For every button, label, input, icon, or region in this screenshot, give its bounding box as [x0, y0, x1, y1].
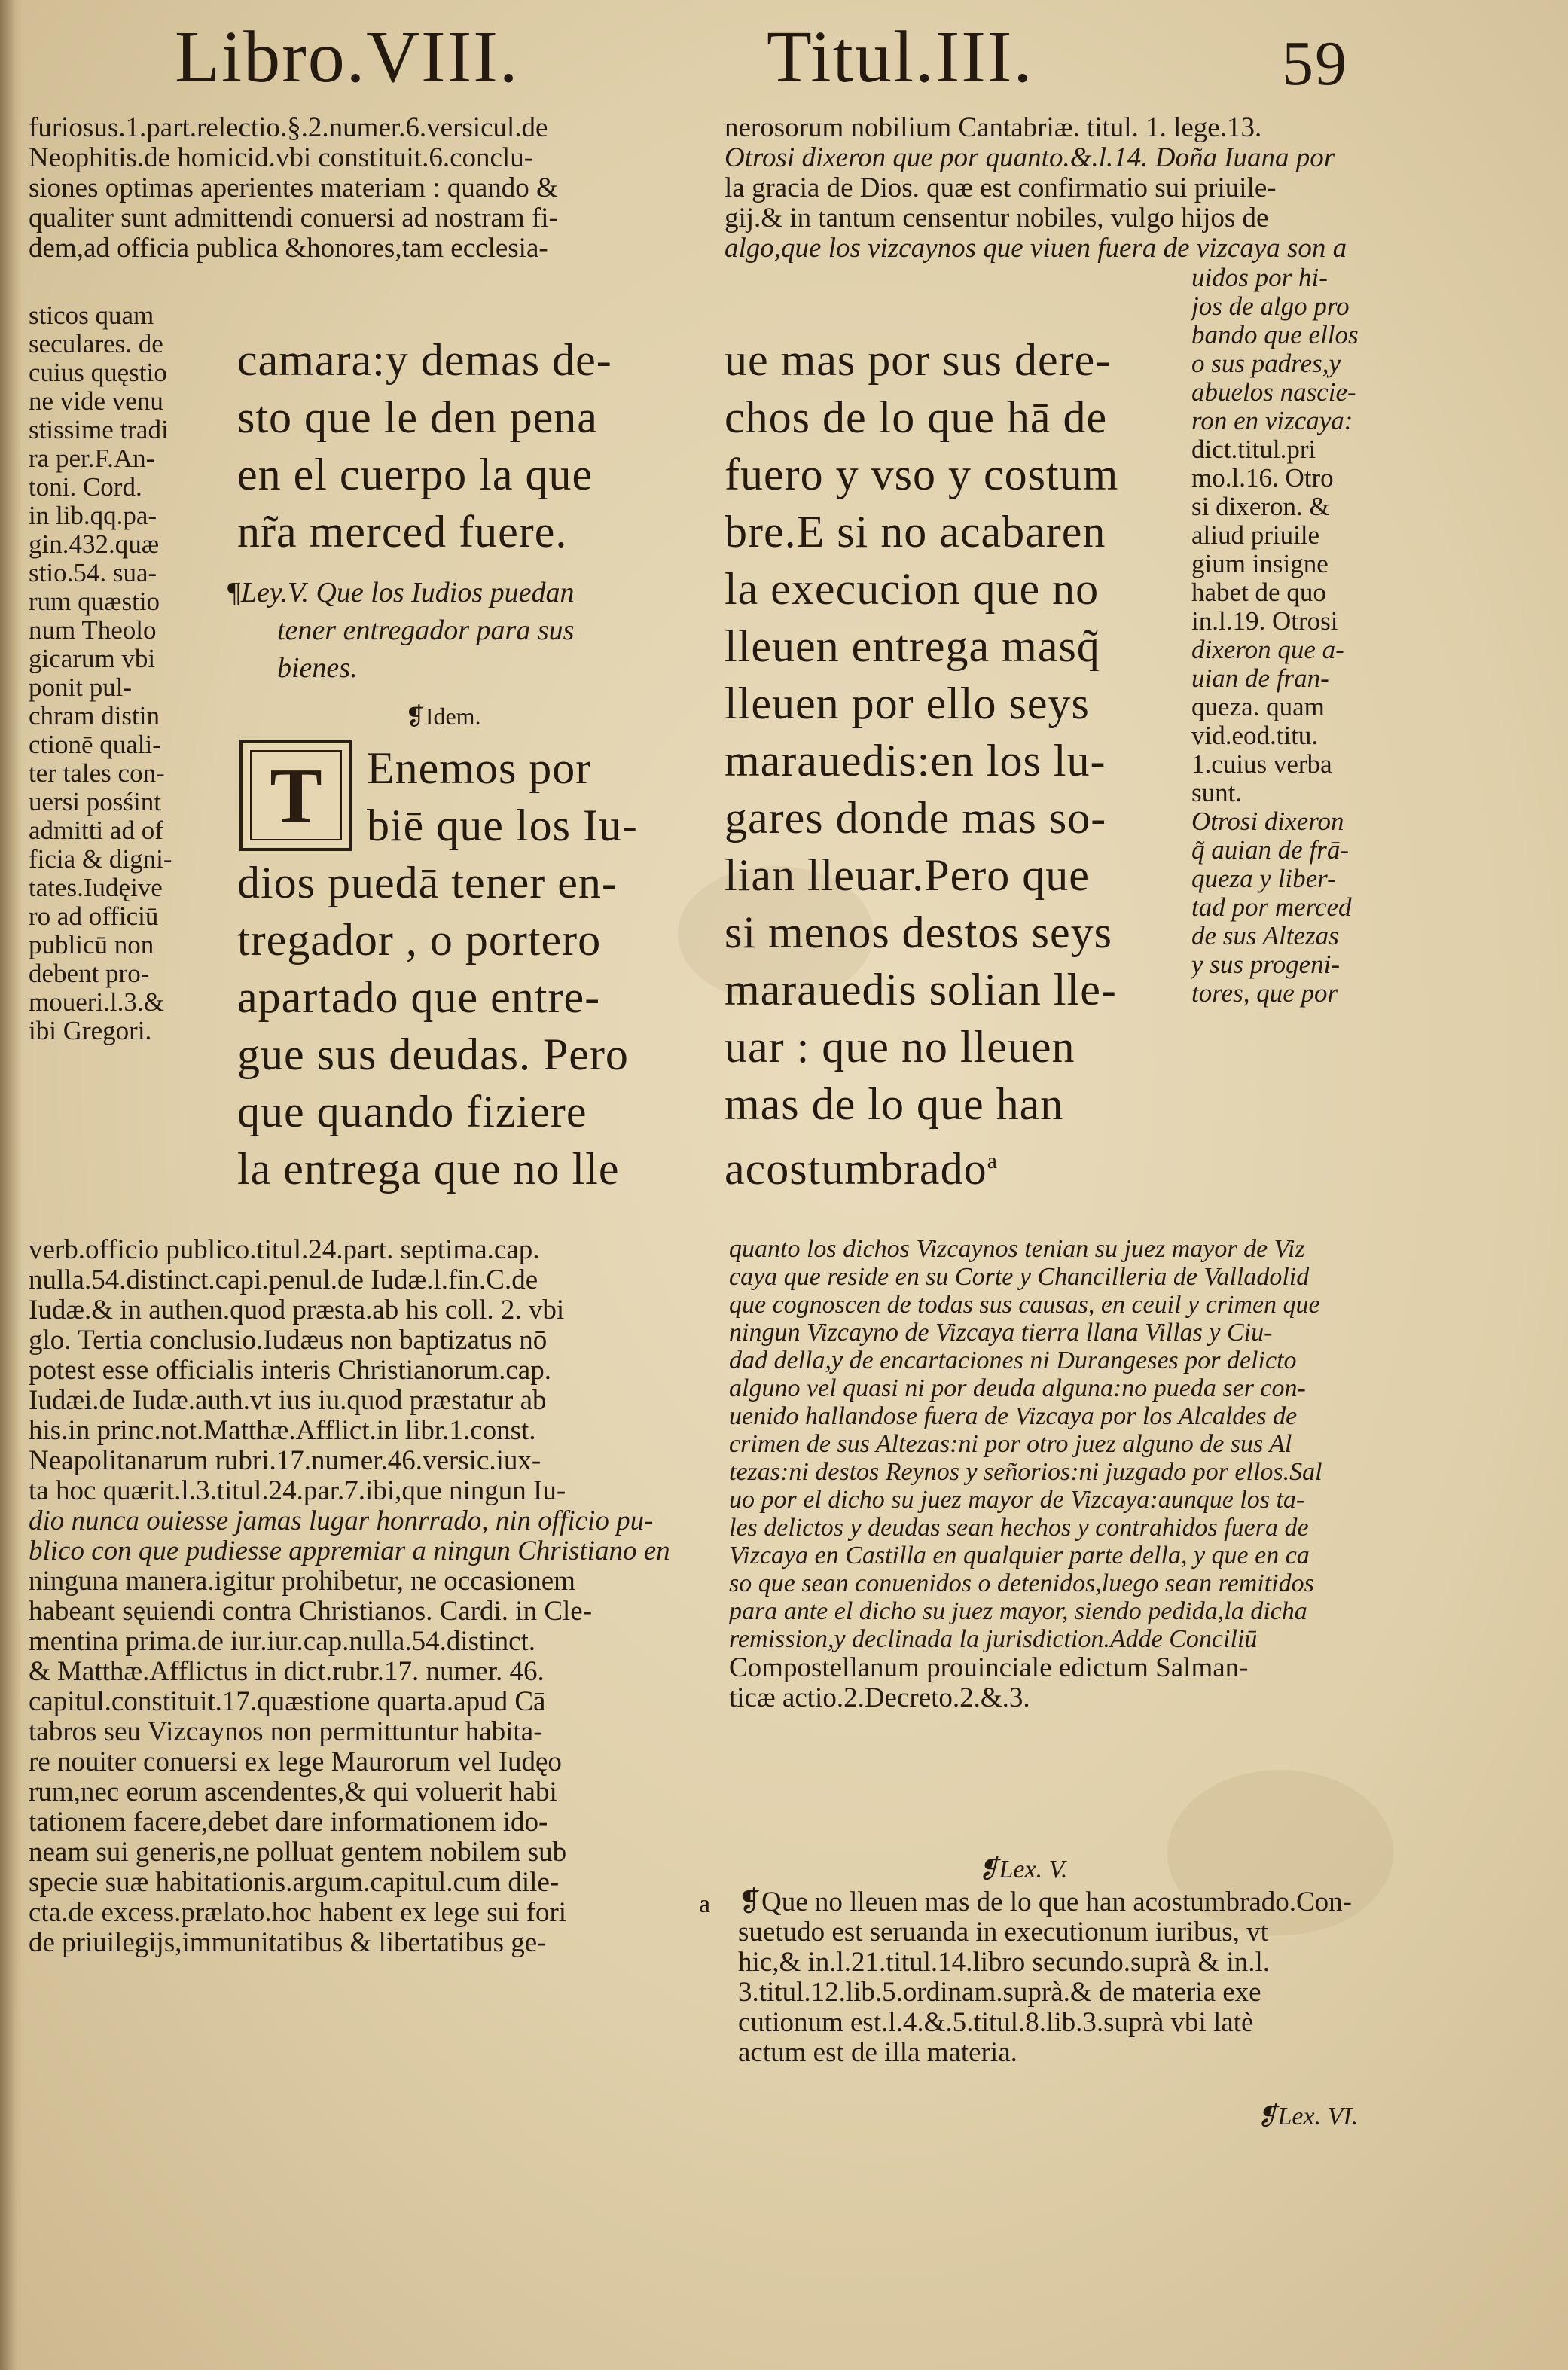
gloss-line: cuius quęstio [29, 358, 167, 387]
law-heading-line: tener entregador para sus [277, 615, 575, 646]
law-line: dios puedā tener en- [237, 858, 618, 907]
gloss-line: & Matthæ.Afflictus in dict.rubr.17. numer. 46. [29, 1657, 545, 1687]
gloss-line: mo.l.16. Otro [1191, 464, 1334, 493]
running-head-book: Libro.VIII. [175, 17, 520, 98]
law-line: tregador , o portero [237, 915, 602, 965]
gloss-line: tationem facere,debet dare informationem ido- [29, 1807, 548, 1838]
gloss-line: potest esse officialis interis Christianorum.cap. [29, 1356, 551, 1386]
gloss-line: capitul.constituit.17.quæstione quarta.apud Cā [29, 1687, 546, 1717]
gloss-line: para ante el dicho su juez mayor, siendo pedida,la dicha [729, 1597, 1307, 1625]
law-line [725, 1133, 1154, 1197]
gloss-line: ponit pul- [29, 673, 133, 702]
gloss-line: rum,nec eorum ascendentes,& qui voluerit habi [29, 1777, 557, 1807]
gloss-line: quanto los dichos Vizcaynos tenian su juez mayor de Viz [729, 1235, 1305, 1263]
gloss-line: q̃ auian de frā- [1191, 836, 1350, 865]
gloss-line: algo,que los vizcaynos que viuen fuera de vizcaya son a [725, 233, 1347, 264]
gloss-line: Neophitis.de homicid.vbi constituit.6.conclu- [29, 143, 534, 173]
gloss-line: uersi posśint [29, 788, 161, 816]
law-line: uar : que no lleuen [725, 1022, 1075, 1072]
law-line: lian lleuar.Pero que [725, 850, 1090, 900]
annotation-a [738, 1887, 1401, 2068]
gloss-line: num Theolo [29, 616, 157, 645]
gloss-line: specie suæ habitationis.argum.capitul.cum dile- [29, 1868, 560, 1898]
law-line: en el cuerpo la que [237, 450, 593, 499]
gloss-line: ibi Gregori. [29, 1017, 152, 1045]
gloss-line: sunt. [1191, 779, 1243, 807]
gloss-line: habet de quo [1191, 578, 1326, 607]
gloss-line: gium insigne [1191, 550, 1329, 578]
gloss-line: uo por el dicho su juez mayor de Vizcaya:aunque los ta- [729, 1486, 1305, 1514]
idem-label: ❡Idem. [405, 703, 481, 730]
gloss-line: remission,y declinada la jurisdiction.Adde Conciliū [729, 1625, 1258, 1653]
gloss-line: 1.cuius verba [1191, 750, 1332, 779]
annotation-line: cutionum est.l.4.&.5.titul.8.lib.3.suprà vbi latè [738, 2008, 1254, 2038]
law-heading-line: ¶Ley.V. Que los Iudios puedan [226, 577, 575, 609]
gloss-line: queza. quam [1191, 693, 1325, 721]
gloss-line: verb.officio publico.titul.24.part. septima.cap. [29, 1235, 540, 1265]
gloss-line: Vizcaya en Castilla en qualquier parte della, y que en ca [729, 1542, 1310, 1569]
gloss-line: Neapolitanarum rubri.17.numer.46.versic.iux- [29, 1446, 541, 1476]
gloss-line: publicū non [29, 931, 154, 959]
gloss-line: tad por merced [1191, 893, 1352, 922]
gloss-line: in lib.qq.pa- [29, 502, 157, 530]
gloss-line: uian de fran- [1191, 664, 1329, 693]
gloss-line: toni. Cord. [29, 473, 142, 502]
gloss-line: bando que ellos [1191, 321, 1359, 349]
gloss-line: alguno vel quasi ni por deuda alguna:no pueda ser con- [729, 1374, 1306, 1402]
gloss-line: ne vide venu [29, 387, 163, 416]
gloss-line: o sus padres,y [1191, 349, 1341, 378]
right-gloss-narrow [1191, 264, 1395, 1008]
lex-v-label: ❡Lex. V. [978, 1856, 1068, 1883]
gloss-line: tabros seu Vizcaynos non permittuntur habita- [29, 1717, 543, 1747]
law-line: que quando fiziere [237, 1087, 587, 1136]
law-line-text: acostumbrado [725, 1144, 987, 1194]
annotation-line: hic,& in.l.21.titul.14.libro secundo.suprà & in.l. [738, 1948, 1271, 1978]
gloss-line: seculares. de [29, 330, 163, 358]
gloss-line: stissime tradi [29, 416, 169, 444]
annotation-line: actum est de illa materia. [738, 2038, 1017, 2068]
law-line: la entrega que no lle [237, 1144, 620, 1194]
gloss-line: qualiter sunt admittendi conuersi ad nostram fi- [29, 203, 558, 233]
law-line: lleuen entrega masq̃ [725, 621, 1100, 671]
law-heading [226, 574, 678, 687]
gloss-line: abuelos nascie- [1191, 378, 1356, 407]
gloss-line: ro ad officiū [29, 902, 159, 931]
gloss-line: tates.Iudęive [29, 874, 163, 902]
gloss-line: caya que reside en su Corte y Chancilleria de Valladolid [729, 1263, 1310, 1291]
gloss-line: gin.432.quæ [29, 530, 160, 559]
gloss-line: sticos quam [29, 301, 154, 330]
annotation-line: suetudo est seruanda in executionum iuribus, vt [738, 1917, 1268, 1948]
gloss-line: de priuilegijs,immunitatibus & libertatibus ge- [29, 1928, 547, 1958]
law-line: ue mas por sus dere- [725, 335, 1112, 385]
law-line: marauedis:en los lu- [725, 736, 1106, 785]
gloss-line: Otrosi dixeron que por quanto.&.l.14. Doña Iuana por [725, 143, 1335, 173]
gloss-line: admitti ad of [29, 816, 163, 845]
drop-cap-letter: T [250, 750, 342, 840]
gloss-line: gij.& in tantum censentur nobiles, vulgo hijos de [725, 203, 1269, 233]
gloss-line: in.l.19. Otrosi [1191, 607, 1338, 636]
gloss-line: les delictos y deudas sean hechos y contrahidos fuera de [729, 1514, 1309, 1542]
gloss-line: de sus Altezas [1191, 922, 1339, 950]
annotation-line: ❡Que no lleuen mas de lo que han acostumbrado.Con- [738, 1887, 1352, 1917]
gloss-line: ctionē quali- [29, 731, 161, 759]
page-binding-edge [0, 0, 23, 2370]
gloss-line: nerosorum nobilium Cantabriæ. titul. 1. lege.13. [725, 113, 1262, 143]
gloss-line: so que sean conuenidos o detenidos,luego sean remitidos [729, 1569, 1314, 1597]
gloss-line: blico con que pudiesse appremiar a ningun Christiano en [29, 1536, 670, 1566]
gloss-line: mentina prima.de iur.iur.cap.nulla.54.distinct. [29, 1627, 536, 1657]
gloss-line: Iudæi.de Iudæ.auth.vt ius iu.quod præstatur ab [29, 1386, 547, 1416]
right-gloss-bottom [729, 1235, 1392, 1713]
gloss-line: que cognoscen de todas sus causas, en ceuil y crimen que [729, 1291, 1320, 1319]
lex-vi-label: ❡Lex. VI. [1256, 2103, 1359, 2131]
law-text-left-top [237, 331, 682, 560]
gloss-line: si dixeron. & [1191, 493, 1330, 521]
gloss-line: ticæ actio.2.Decreto.2.&.3. [729, 1683, 1030, 1713]
gloss-line: chram distin [29, 702, 160, 731]
gloss-line: re nouiter conuersi ex lege Maurorum vel Iudęo [29, 1747, 562, 1777]
gloss-line: dixeron que a- [1191, 636, 1344, 664]
law-line: camara:y demas de- [237, 335, 612, 385]
law-text-right [725, 331, 1154, 1197]
gloss-line: crimen de sus Altezas:ni por otro juez alguno de sus Al [729, 1430, 1292, 1458]
law-line: Enemos por [367, 743, 592, 793]
law-line: la execucion que no [725, 564, 1100, 614]
gloss-line: stio.54. sua- [29, 559, 157, 587]
gloss-line: nulla.54.distinct.capi.penul.de Iudæ.l.fin.C.de [29, 1265, 538, 1295]
annotation-marker: a [699, 1890, 711, 1918]
gloss-line: aliud priuile [1191, 521, 1320, 550]
law-line: si menos destos seys [725, 907, 1112, 957]
law-line: bre.E si no acabaren [725, 507, 1106, 557]
law-line: mas de lo que han [725, 1079, 1064, 1129]
gloss-line: Compostellanum prouinciale edictum Salman- [729, 1653, 1249, 1683]
gloss-line: ninguna manera.igitur prohibetur, ne occasionem [29, 1566, 575, 1597]
running-head-title: Titul.III. [767, 17, 1034, 98]
gloss-line: dict.titul.pri [1191, 435, 1316, 464]
law-heading-line: bienes. [277, 652, 358, 684]
law-line: lleuen por ello seys [725, 679, 1090, 728]
law-line: gue sus deudas. Pero [237, 1029, 629, 1079]
left-gloss-bottom [29, 1235, 691, 1958]
footnote-marker: a [987, 1148, 998, 1173]
gloss-line: siones optimas aperientes materiam : quando & [29, 173, 558, 203]
right-gloss-top [725, 113, 1387, 264]
gloss-line: glo. Tertia conclusio.Iudæus non baptizatus nō [29, 1325, 548, 1356]
gloss-line: rum quæstio [29, 587, 160, 616]
gloss-line: ficia & digni- [29, 845, 172, 874]
gloss-line: jos de algo pro [1191, 292, 1350, 321]
gloss-line: ningun Vizcayno de Vizcaya tierra llana Villas y Ciu- [729, 1319, 1273, 1347]
gloss-line: vid.eod.titu. [1191, 721, 1319, 750]
gloss-line: gicarum vbi [29, 645, 156, 673]
law-line: nr̃a merced fuere. [237, 507, 568, 557]
annotation-line: 3.titul.12.lib.5.ordinam.suprà.& de materia exe [738, 1978, 1261, 2008]
gloss-line: queza y liber- [1191, 865, 1336, 893]
gloss-line: ta hoc quærit.l.3.titul.24.par.7.ibi,que ningun Iu- [29, 1476, 566, 1506]
law-text-left-bottom [237, 740, 682, 1197]
gloss-line: ter tales con- [29, 759, 165, 788]
left-gloss-top [29, 113, 691, 264]
law-line: chos de lo que hā de [725, 392, 1108, 442]
gloss-line: Otrosi dixeron [1191, 807, 1344, 836]
law-line: sto que le den pena [237, 392, 598, 442]
gloss-line: uenido hallandose fuera de Vizcaya por los Alcaldes de [729, 1402, 1298, 1430]
law-line: marauedis solian lle- [725, 965, 1117, 1014]
left-gloss-narrow [29, 301, 228, 1045]
law-line: apartado que entre- [237, 972, 601, 1022]
gloss-line: ra per.F.An- [29, 444, 155, 473]
gloss-line: dem,ad officia publica &honores,tam ecclesia- [29, 233, 548, 264]
gloss-line: neam sui generis,ne polluat gentem nobilem sub [29, 1838, 567, 1868]
gloss-line: uidos por hi- [1191, 264, 1328, 292]
gloss-line: tores, que por [1191, 979, 1338, 1008]
law-line: gares donde mas so- [725, 793, 1107, 843]
law-line: biē que los Iu- [367, 801, 638, 850]
gloss-line: habeant sęuiendi contra Christianos. Cardi. in Cle- [29, 1597, 593, 1627]
gloss-line: y sus progeni- [1191, 950, 1341, 979]
gloss-line: moueri.l.3.& [29, 988, 164, 1017]
gloss-line: cta.de excess.prælato.hoc habent ex lege sui fori [29, 1898, 567, 1928]
gloss-line: tezas:ni destos Reynos y señorios:ni juzgado por ellos.Sal [729, 1458, 1322, 1486]
gloss-line: ron en vizcaya: [1191, 407, 1353, 435]
gloss-line: Iudæ.& in authen.quod præsta.ab his coll. 2. vbi [29, 1295, 565, 1325]
gloss-line: dad della,y de encartaciones ni Durangeses por delicto [729, 1347, 1297, 1374]
gloss-line: la gracia de Dios. quæ est confirmatio sui priuile- [725, 173, 1277, 203]
gloss-line: his.in princ.not.Matthæ.Afflict.in libr.1.const. [29, 1416, 536, 1446]
gloss-line: furiosus.1.part.relectio.§.2.numer.6.versicul.de [29, 113, 548, 143]
page-number: 59 [1282, 29, 1348, 99]
law-line: fuero y vso y costum [725, 450, 1119, 499]
gloss-line: debent pro- [29, 959, 150, 988]
gloss-line: dio nunca ouiesse jamas lugar honrrado, nin officio pu- [29, 1506, 654, 1536]
